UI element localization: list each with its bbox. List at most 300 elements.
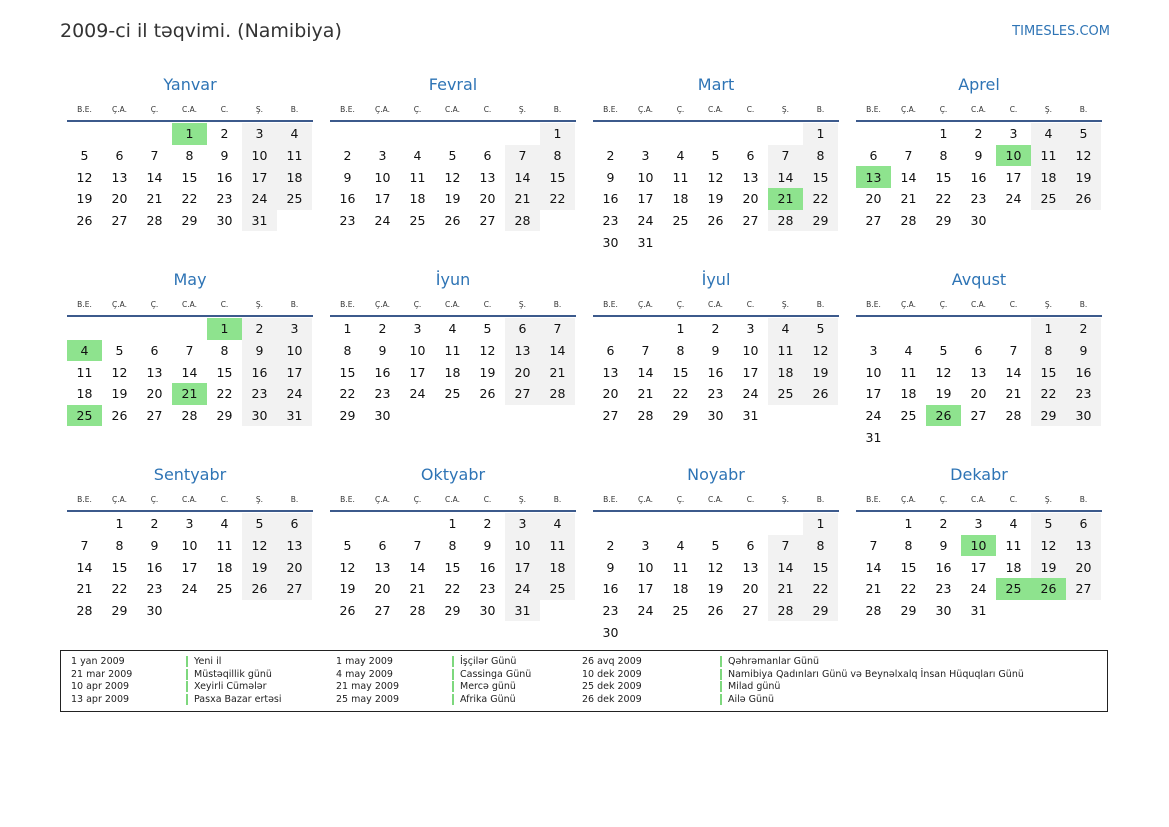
day-cell: 17	[637, 191, 654, 207]
weekday-label: Ç.A.	[374, 494, 390, 504]
day-cell: 29	[935, 213, 952, 229]
empty-cell	[768, 123, 803, 145]
page-title: 2009-ci il təqvimi. (Namibiya)	[60, 20, 342, 42]
day-cell: 13	[479, 169, 496, 185]
day-cell: 6	[606, 343, 615, 359]
weekday-label: C.	[746, 494, 755, 504]
weekday-header	[330, 293, 576, 317]
day-cell: 6	[746, 148, 755, 164]
day-cell: 18	[216, 559, 233, 575]
day-cell: 31	[865, 429, 882, 445]
holiday-day: 10	[996, 145, 1031, 167]
weekday-label: B.E.	[340, 299, 355, 309]
day-cell: 1	[115, 516, 124, 532]
day-cell: 27	[742, 603, 759, 619]
day-cell: 20	[374, 581, 391, 597]
holiday-date: 13 apr 2009	[71, 694, 130, 706]
day-cell: 24	[637, 603, 654, 619]
day-cell: 12	[76, 169, 93, 185]
day-cell: 13	[742, 169, 759, 185]
day-cell: 8	[343, 343, 352, 359]
empty-cell	[593, 513, 628, 535]
day-grid	[593, 123, 839, 253]
day-cell: 13	[146, 364, 163, 380]
day-cell: 27	[505, 383, 540, 405]
day-cell: 31	[277, 405, 312, 427]
empty-cell	[593, 318, 628, 340]
day-cell: 2	[939, 516, 948, 532]
weekday-label: Ş.	[255, 494, 264, 504]
day-cell: 6	[746, 538, 755, 554]
day-cell: 24	[409, 386, 426, 402]
day-cell: 28	[505, 210, 540, 232]
holiday-name: Cassinga Günü	[452, 669, 531, 680]
month-6	[330, 267, 576, 426]
weekday-label: C.A.	[181, 494, 197, 504]
day-cell: 11	[672, 169, 689, 185]
holiday-date: 4 may 2009	[336, 668, 393, 680]
weekday-label: Ç.	[150, 104, 159, 114]
day-cell: 30	[602, 234, 619, 250]
day-cell: 11	[1031, 145, 1066, 167]
day-cell: 22	[181, 191, 198, 207]
holiday-name: Xeyirli Cümələr	[186, 681, 267, 692]
day-cell: 18	[1031, 166, 1066, 188]
weekday-label: B.	[290, 494, 299, 504]
day-cell: 17	[374, 191, 391, 207]
day-cell: 28	[900, 213, 917, 229]
weekday-label: C.	[483, 104, 492, 114]
month-5	[67, 267, 313, 426]
weekday-label: Ç.	[939, 104, 948, 114]
holiday-day: 26	[1031, 578, 1066, 600]
month-name: İyun	[435, 270, 471, 289]
weekday-label: B.E.	[77, 494, 92, 504]
day-cell: 8	[904, 538, 913, 554]
day-cell: 28	[146, 213, 163, 229]
day-cell: 27	[146, 408, 163, 424]
weekday-label: Ç.A.	[374, 299, 390, 309]
day-cell: 16	[602, 581, 619, 597]
day-grid	[593, 513, 839, 643]
day-cell: 13	[742, 559, 759, 575]
day-cell: 18	[672, 581, 689, 597]
day-cell: 3	[505, 513, 540, 535]
day-cell: 21	[409, 581, 426, 597]
day-cell: 7	[413, 538, 422, 554]
weekday-label: C.A.	[707, 494, 723, 504]
day-cell: 27	[111, 213, 128, 229]
weekday-label: Ş.	[518, 104, 527, 114]
day-cell: 23	[216, 191, 233, 207]
day-cell: 27	[970, 408, 987, 424]
day-cell: 23	[602, 213, 619, 229]
empty-cell	[67, 513, 102, 535]
day-cell: 16	[707, 364, 724, 380]
empty-cell	[996, 318, 1031, 340]
weekday-label: Ç.A.	[637, 104, 653, 114]
day-cell: 8	[1031, 340, 1066, 362]
month-name: Dekabr	[950, 465, 1008, 484]
day-cell: 11	[540, 535, 575, 557]
month-11	[593, 462, 839, 643]
day-cell: 26	[444, 213, 461, 229]
day-cell: 19	[76, 191, 93, 207]
day-cell: 21	[146, 191, 163, 207]
weekday-label: C.A.	[970, 299, 986, 309]
weekday-label: C.A.	[444, 299, 460, 309]
weekday-label: Ş.	[518, 494, 527, 504]
day-cell: 4	[220, 516, 229, 532]
day-cell: 27	[1066, 578, 1101, 600]
day-cell: 23	[146, 581, 163, 597]
weekday-label: C.	[220, 299, 229, 309]
weekday-header	[330, 98, 576, 122]
day-cell: 29	[111, 603, 128, 619]
weekday-label: Ş.	[518, 299, 527, 309]
empty-cell	[102, 123, 137, 145]
empty-cell	[365, 123, 400, 145]
empty-cell	[628, 513, 663, 535]
day-cell: 5	[115, 343, 124, 359]
day-cell: 12	[1066, 145, 1101, 167]
empty-cell	[926, 318, 961, 340]
empty-cell	[593, 123, 628, 145]
weekday-label: B.	[1079, 494, 1088, 504]
day-cell: 10	[637, 559, 654, 575]
day-cell: 5	[711, 148, 720, 164]
weekday-header	[67, 488, 313, 512]
day-cell: 8	[676, 343, 685, 359]
day-cell: 27	[865, 213, 882, 229]
day-cell: 12	[444, 169, 461, 185]
day-cell: 7	[1009, 343, 1018, 359]
day-cell: 1	[676, 321, 685, 337]
day-cell: 20	[865, 191, 882, 207]
day-cell: 7	[768, 145, 803, 167]
day-cell: 30	[146, 603, 163, 619]
day-cell: 4	[1009, 516, 1018, 532]
month-12	[856, 462, 1102, 621]
month-8	[856, 267, 1102, 448]
weekday-label: B.E.	[866, 299, 881, 309]
day-cell: 8	[803, 535, 838, 557]
weekday-label: Ç.A.	[374, 104, 390, 114]
day-cell: 4	[1031, 123, 1066, 145]
site-link[interactable]: TIMESLES.COM	[1012, 24, 1110, 39]
weekday-label: B.	[1079, 104, 1088, 114]
holiday-name: Afrika Günü	[452, 694, 516, 705]
day-cell: 9	[343, 169, 352, 185]
holiday-name: Mercə günü	[452, 681, 516, 692]
day-grid	[67, 123, 313, 231]
day-cell: 10	[277, 340, 312, 362]
month-name: Oktyabr	[420, 465, 486, 484]
day-cell: 7	[768, 535, 803, 557]
weekday-label: C.	[746, 299, 755, 309]
day-cell: 12	[479, 343, 496, 359]
day-cell: 15	[444, 559, 461, 575]
day-cell: 30	[374, 408, 391, 424]
weekday-label: Ş.	[1044, 494, 1053, 504]
day-cell: 25	[672, 603, 689, 619]
day-cell: 6	[974, 343, 983, 359]
day-cell: 2	[1066, 318, 1101, 340]
weekday-header	[593, 98, 839, 122]
day-cell: 7	[185, 343, 194, 359]
month-name: İyul	[701, 270, 731, 289]
day-cell: 8	[115, 538, 124, 554]
day-cell: 13	[1066, 535, 1101, 557]
day-cell: 14	[1005, 364, 1022, 380]
day-cell: 12	[111, 364, 128, 380]
day-cell: 2	[150, 516, 159, 532]
day-cell: 10	[637, 169, 654, 185]
weekday-label: Ş.	[255, 299, 264, 309]
weekday-label: Ç.	[939, 299, 948, 309]
holiday-day: 26	[926, 405, 961, 427]
day-cell: 5	[711, 538, 720, 554]
day-cell: 16	[479, 559, 496, 575]
day-cell: 28	[181, 408, 198, 424]
day-cell: 31	[242, 210, 277, 232]
day-cell: 25	[900, 408, 917, 424]
day-cell: 1	[448, 516, 457, 532]
day-grid	[330, 318, 576, 426]
day-cell: 31	[742, 408, 759, 424]
holiday-day: 4	[67, 340, 102, 362]
day-cell: 27	[742, 213, 759, 229]
day-cell: 31	[970, 603, 987, 619]
day-cell: 9	[378, 343, 387, 359]
day-cell: 29	[803, 210, 838, 232]
day-cell: 1	[939, 126, 948, 142]
day-cell: 13	[602, 364, 619, 380]
weekday-label: B.E.	[77, 299, 92, 309]
weekday-label: C.	[1009, 494, 1018, 504]
day-cell: 20	[602, 386, 619, 402]
day-cell: 5	[939, 343, 948, 359]
day-cell: 25	[444, 386, 461, 402]
empty-cell	[470, 123, 505, 145]
day-cell: 19	[1066, 166, 1101, 188]
weekday-header	[593, 293, 839, 317]
weekday-label: Ş.	[781, 494, 790, 504]
day-cell: 22	[444, 581, 461, 597]
holiday-name: İşçilər Günü	[452, 656, 516, 667]
weekday-label: C.A.	[707, 299, 723, 309]
weekday-label: Ç.	[676, 299, 685, 309]
day-grid	[67, 513, 313, 621]
day-cell: 18	[540, 556, 575, 578]
day-cell: 24	[374, 213, 391, 229]
day-cell: 29	[900, 603, 917, 619]
day-cell: 6	[1066, 513, 1101, 535]
empty-cell	[400, 513, 435, 535]
day-cell: 24	[637, 213, 654, 229]
holiday-date: 1 yan 2009	[71, 656, 125, 667]
day-cell: 18	[900, 386, 917, 402]
day-cell: 13	[374, 559, 391, 575]
weekday-label: Ç.A.	[111, 104, 127, 114]
day-cell: 20	[277, 556, 312, 578]
day-cell: 28	[637, 408, 654, 424]
day-cell: 27	[602, 408, 619, 424]
day-cell: 8	[803, 145, 838, 167]
day-cell: 23	[1066, 383, 1101, 405]
day-cell: 11	[444, 343, 461, 359]
day-cell: 20	[970, 386, 987, 402]
day-cell: 6	[869, 148, 878, 164]
day-cell: 26	[479, 386, 496, 402]
day-cell: 15	[672, 364, 689, 380]
day-cell: 8	[540, 145, 575, 167]
day-cell: 12	[707, 169, 724, 185]
day-cell: 1	[343, 321, 352, 337]
day-cell: 5	[483, 321, 492, 337]
empty-cell	[505, 123, 540, 145]
holiday-name: Namibiya Qadınları Günü və Beynəlxalq İnsan Hüquqları Günü	[720, 669, 1024, 680]
day-cell: 26	[707, 213, 724, 229]
day-cell: 7	[540, 318, 575, 340]
day-cell: 10	[505, 535, 540, 557]
weekday-label: B.	[816, 104, 825, 114]
empty-cell	[435, 123, 470, 145]
day-cell: 16	[1066, 361, 1101, 383]
empty-cell	[768, 513, 803, 535]
day-cell: 29	[672, 408, 689, 424]
weekday-label: C.A.	[444, 494, 460, 504]
day-cell: 20	[146, 386, 163, 402]
day-cell: 17	[242, 166, 277, 188]
day-cell: 4	[540, 513, 575, 535]
weekday-header	[330, 488, 576, 512]
empty-cell	[365, 513, 400, 535]
day-cell: 28	[76, 603, 93, 619]
day-grid	[856, 318, 1102, 448]
weekday-label: Ç.A.	[637, 494, 653, 504]
weekday-label: C.A.	[181, 104, 197, 114]
day-cell: 22	[540, 188, 575, 210]
holiday-day: 25	[67, 405, 102, 427]
month-name: Mart	[697, 75, 735, 94]
day-cell: 5	[1066, 123, 1101, 145]
empty-cell	[698, 513, 733, 535]
day-cell: 19	[707, 191, 724, 207]
day-cell: 29	[216, 408, 233, 424]
weekday-label: Ç.	[676, 104, 685, 114]
day-cell: 13	[970, 364, 987, 380]
day-cell: 6	[483, 148, 492, 164]
day-cell: 23	[242, 383, 277, 405]
empty-cell	[400, 123, 435, 145]
holiday-name: Milad günü	[720, 681, 780, 692]
day-cell: 30	[216, 213, 233, 229]
holiday-day: 21	[768, 188, 803, 210]
empty-cell	[733, 513, 768, 535]
day-cell: 11	[277, 145, 312, 167]
day-cell: 5	[343, 538, 352, 554]
day-cell: 18	[409, 191, 426, 207]
day-cell: 15	[216, 364, 233, 380]
day-cell: 15	[540, 166, 575, 188]
month-name: May	[173, 270, 207, 289]
day-cell: 20	[1066, 556, 1101, 578]
day-cell: 24	[970, 581, 987, 597]
day-cell: 28	[1005, 408, 1022, 424]
day-cell: 3	[869, 343, 878, 359]
holiday-list	[60, 650, 1108, 712]
day-cell: 21	[637, 386, 654, 402]
day-cell: 26	[76, 213, 93, 229]
weekday-header	[856, 293, 1102, 317]
empty-cell	[961, 318, 996, 340]
weekday-label: C.A.	[444, 104, 460, 114]
day-cell: 24	[181, 581, 198, 597]
empty-cell	[891, 318, 926, 340]
day-cell: 10	[865, 364, 882, 380]
day-cell: 15	[935, 169, 952, 185]
day-cell: 27	[374, 603, 391, 619]
day-cell: 23	[339, 213, 356, 229]
weekday-label: B.	[553, 494, 562, 504]
day-cell: 11	[900, 364, 917, 380]
day-cell: 25	[216, 581, 233, 597]
day-cell: 2	[974, 126, 983, 142]
day-cell: 25	[768, 383, 803, 405]
day-cell: 22	[935, 191, 952, 207]
day-cell: 18	[444, 364, 461, 380]
weekday-label: C.	[220, 494, 229, 504]
day-cell: 25	[1031, 188, 1066, 210]
month-7	[593, 267, 839, 426]
weekday-label: C.	[220, 104, 229, 114]
holiday-date: 10 apr 2009	[71, 681, 130, 693]
day-grid	[593, 318, 839, 426]
day-cell: 16	[935, 559, 952, 575]
weekday-label: B.E.	[603, 494, 618, 504]
day-cell: 9	[242, 340, 277, 362]
day-cell: 29	[1031, 405, 1066, 427]
day-cell: 10	[181, 538, 198, 554]
empty-cell	[663, 123, 698, 145]
weekday-header	[856, 98, 1102, 122]
day-cell: 16	[339, 191, 356, 207]
holiday-day: 21	[172, 383, 207, 405]
day-cell: 28	[768, 600, 803, 622]
day-cell: 23	[374, 386, 391, 402]
day-cell: 1	[540, 123, 575, 145]
day-cell: 30	[935, 603, 952, 619]
weekday-label: B.E.	[340, 104, 355, 114]
day-cell: 1	[904, 516, 913, 532]
day-cell: 25	[540, 578, 575, 600]
day-cell: 15	[111, 559, 128, 575]
day-cell: 16	[602, 191, 619, 207]
holiday-name: Müstəqillik günü	[186, 669, 272, 680]
day-cell: 4	[676, 148, 685, 164]
holiday-date: 25 may 2009	[336, 694, 400, 706]
day-cell: 6	[505, 318, 540, 340]
weekday-label: B.E.	[603, 104, 618, 114]
day-cell: 15	[803, 556, 838, 578]
holiday-day: 13	[856, 166, 891, 188]
day-cell: 21	[505, 188, 540, 210]
day-cell: 6	[277, 513, 312, 535]
day-cell: 1	[803, 123, 838, 145]
day-cell: 11	[216, 538, 233, 554]
day-cell: 23	[707, 386, 724, 402]
